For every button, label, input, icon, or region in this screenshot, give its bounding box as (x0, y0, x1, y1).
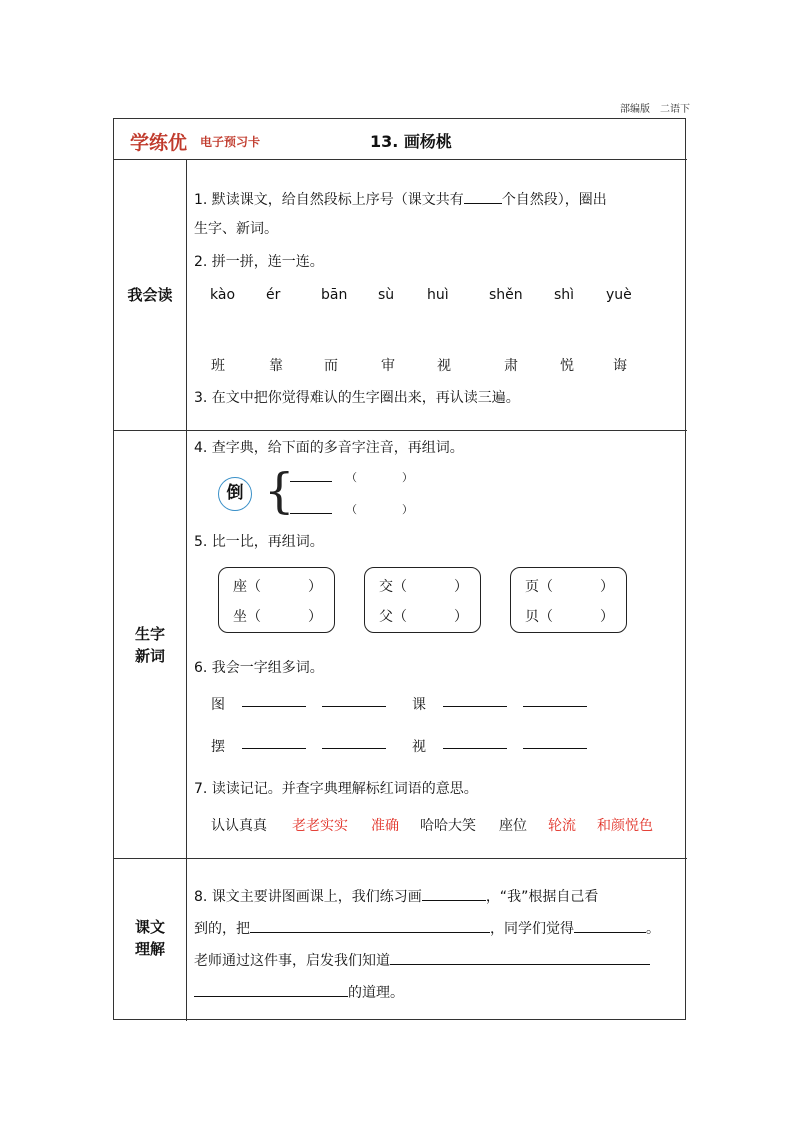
vocab-word: 哈哈大笑 (420, 818, 476, 834)
answer-blank[interactable] (322, 736, 386, 749)
q8-text: 老师通过这件事，启发我们知道 (194, 953, 390, 969)
vocab-word-highlight: 轮流 (548, 818, 576, 834)
pinyin: bān (321, 287, 348, 303)
question-8-line1 (194, 886, 598, 906)
blank-pair (242, 736, 386, 753)
pinyin-blank[interactable] (290, 469, 332, 482)
lparen: （ (346, 503, 357, 516)
q8-text: 。 (646, 921, 660, 937)
vocab-word: 座位 (499, 818, 527, 834)
answer-blank[interactable] (523, 694, 587, 707)
section-label-line: 理解 (134, 940, 165, 958)
q1-text: 1. 默读课文，给自然段标上序号（课文共有 (194, 192, 464, 208)
char: 悦 (560, 358, 574, 374)
answer-blank[interactable] (390, 952, 650, 965)
char: 视 (437, 358, 451, 374)
section-label-read: 我会读 (127, 286, 173, 304)
polyphone-row-2 (290, 501, 332, 518)
brand-name: 学练优 (130, 132, 188, 154)
vocab-word-highlight: 老老实实 (292, 818, 348, 834)
section-label-line: 新词 (134, 647, 165, 665)
close-paren: ） (600, 579, 614, 595)
question-7: 7. 读读记记。并查字典理解标红词语的意思。 (194, 781, 478, 797)
section-label-understand (114, 916, 186, 960)
q1-line2: 生字、新词。 (194, 221, 278, 237)
char: 而 (324, 358, 338, 374)
close-paren: ） (454, 579, 468, 595)
answer-blank[interactable] (422, 888, 486, 901)
polyphone-char: 倒 (218, 477, 252, 511)
q8-text: ，“我”根据自己看 (485, 889, 599, 905)
answer-blank[interactable] (523, 736, 587, 749)
row-divider (114, 430, 687, 431)
question-4: 4. 查字典，给下面的多音字注音，再组词。 (194, 440, 464, 456)
vocab-word-highlight: 和颜悦色 (597, 818, 653, 834)
rparen: ） (402, 503, 413, 516)
q8-text: 的道理。 (348, 985, 404, 1001)
question-6: 6. 我会一字组多词。 (194, 660, 324, 676)
compare-box (218, 567, 335, 633)
blank-pair (443, 694, 587, 711)
compare-item: 座（ (233, 579, 261, 595)
pinyin: yuè (606, 287, 632, 303)
section-label-line: 生字 (134, 625, 165, 643)
pinyin: sù (378, 287, 395, 303)
char: 诲 (613, 358, 627, 374)
vocab-word-highlight: 准确 (371, 818, 399, 834)
char: 靠 (269, 358, 283, 374)
answer-blank[interactable] (322, 694, 386, 707)
compare-item: 贝（ (525, 609, 553, 625)
word-char: 视 (412, 739, 426, 755)
question-8-line2 (194, 918, 660, 938)
answer-blank[interactable] (443, 736, 507, 749)
brace-icon: { (264, 463, 295, 519)
compare-item: 页（ (525, 579, 553, 595)
question-8-line4 (194, 982, 404, 1002)
polyphone-row-1 (290, 469, 332, 486)
row-divider (114, 159, 687, 160)
blank-pair (443, 736, 587, 753)
question-2: 2. 拼一拼，连一连。 (194, 254, 324, 270)
compare-item: 交（ (379, 579, 407, 595)
answer-blank[interactable] (242, 736, 306, 749)
pinyin-blank[interactable] (290, 501, 332, 514)
preview-card-table (113, 118, 686, 1020)
pinyin: shì (554, 287, 575, 303)
char: 班 (211, 358, 225, 374)
char: 肃 (504, 358, 518, 374)
char: 审 (381, 358, 395, 374)
section-label-line: 课文 (134, 918, 165, 936)
answer-blank[interactable] (443, 694, 507, 707)
grade-label: 二语下 (660, 104, 690, 115)
q8-text: 到的，把 (194, 921, 250, 937)
compare-box (510, 567, 627, 633)
word-char: 图 (211, 697, 225, 713)
compare-item: 坐（ (233, 609, 261, 625)
question-8-line3 (194, 950, 650, 970)
blank-pair (242, 694, 386, 711)
lparen: （ (346, 471, 357, 484)
answer-blank[interactable] (574, 920, 646, 933)
edition-note (590, 100, 690, 115)
edition-label: 部编版 (620, 104, 650, 115)
word-char: 课 (412, 697, 426, 713)
answer-blank[interactable] (194, 984, 348, 997)
brand-subtitle: 电子预习卡 (200, 135, 261, 149)
answer-blank[interactable] (464, 191, 502, 204)
compare-item: 父（ (379, 609, 407, 625)
q8-text: ，同学们觉得 (490, 921, 574, 937)
question-1 (194, 189, 607, 209)
close-paren: ） (308, 609, 322, 625)
lesson-title: 13. 画杨桃 (370, 132, 452, 151)
question-5: 5. 比一比，再组词。 (194, 534, 324, 550)
answer-blank[interactable] (250, 920, 490, 933)
pinyin: kào (210, 287, 236, 303)
question-3: 3. 在文中把你觉得难认的生字圈出来，再认读三遍。 (194, 390, 520, 406)
close-paren: ） (600, 609, 614, 625)
pinyin: shěn (489, 287, 523, 303)
section-label-new-words (114, 623, 186, 667)
close-paren: ） (454, 609, 468, 625)
pinyin: ér (266, 287, 281, 303)
rparen: ） (402, 471, 413, 484)
vocab-word: 认认真真 (211, 818, 267, 834)
close-paren: ） (308, 579, 322, 595)
q8-text: 8. 课文主要讲图画课上，我们练习画 (194, 889, 422, 905)
column-divider (186, 159, 187, 1021)
word-char: 摆 (211, 739, 225, 755)
pinyin: huì (427, 287, 449, 303)
answer-blank[interactable] (242, 694, 306, 707)
row-divider (114, 858, 687, 859)
q1-text: 个自然段），圈出 (501, 192, 607, 208)
compare-box (364, 567, 481, 633)
